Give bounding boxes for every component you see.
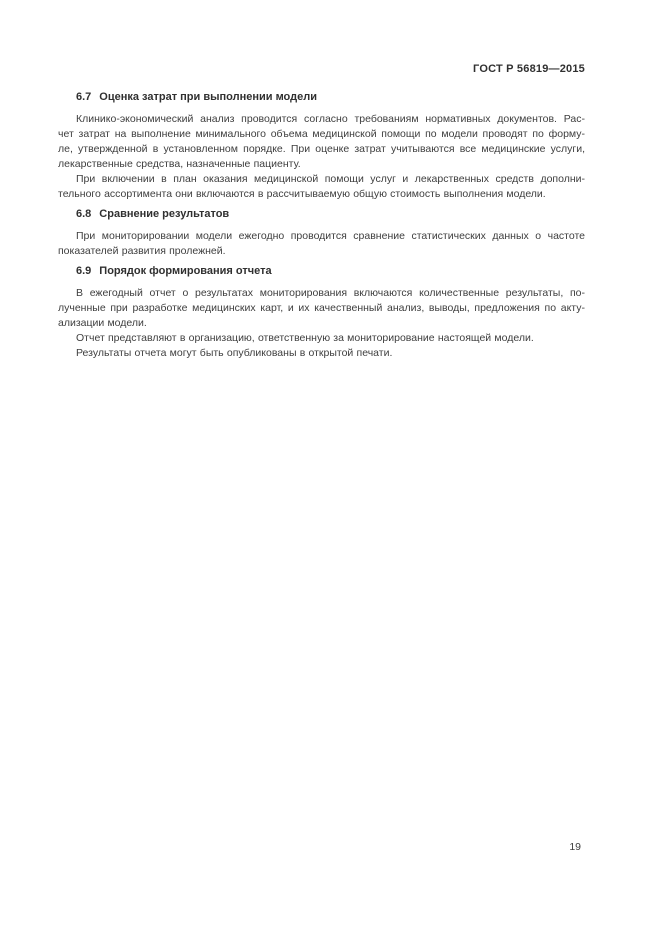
- section-6-8: [58, 207, 585, 259]
- section-title: Сравнение результатов: [99, 208, 230, 220]
- paragraph: [58, 112, 585, 172]
- text-line: При мониторировании модели ежегодно проводится сравнение статистических данных о частоте: [76, 230, 585, 242]
- text-line: лекарственные средства, назначенные пациенту.: [58, 158, 301, 170]
- paragraph: [58, 286, 585, 331]
- section-6-7: [58, 90, 585, 202]
- section-number: 6.8: [76, 208, 92, 220]
- paragraph: [58, 229, 585, 259]
- section-title: Порядок формирования отчета: [99, 265, 272, 277]
- text-line: При включении в план оказания медицинской помощи услуг и лекарственных средств дополни-: [76, 173, 585, 185]
- text-line: лученные при разработке медицинских карт, и их качественный анализ, выводы, предложения по акту-: [58, 302, 585, 314]
- section-title: Оценка затрат при выполнении модели: [99, 91, 317, 103]
- section-number: 6.7: [76, 91, 92, 103]
- section-heading: [58, 264, 585, 279]
- paragraph: [58, 172, 585, 202]
- text-line: Клинико-экономический анализ проводится согласно требованиям нормативных документов. Рас-: [76, 113, 585, 125]
- section-number: 6.9: [76, 265, 92, 277]
- text-line: показателей развития пролежней.: [58, 245, 226, 257]
- running-header: [58, 62, 585, 77]
- text-line: Результаты отчета могут быть опубликованы в открытой печати.: [76, 347, 393, 359]
- section-heading: [58, 207, 585, 222]
- section-6-9: [58, 264, 585, 361]
- paragraph: [58, 346, 585, 361]
- page-number: 19: [569, 841, 581, 853]
- text-line: тельного ассортимента они включаются в рассчитываемую общую стоимость выполнения модели.: [58, 188, 546, 200]
- text-line: ализации модели.: [58, 317, 147, 329]
- text-line: В ежегодный отчет о результатах мониторирования включаются количественные результаты, по-: [76, 287, 585, 299]
- paragraph: [58, 331, 585, 346]
- text-line: Отчет представляют в организацию, ответственную за мониторирование настоящей модели.: [76, 332, 534, 344]
- text-line: чет затрат на выполнение минимального объема медицинской помощи по модели проводят по форму-: [58, 128, 585, 140]
- page-content: [58, 62, 585, 361]
- standard-number: ГОСТ Р 56819—2015: [473, 63, 585, 75]
- section-heading: [58, 90, 585, 105]
- text-line: ле, утвержденной в установленном порядке. При оценке затрат учитываются все медицинские услуги,: [58, 143, 585, 155]
